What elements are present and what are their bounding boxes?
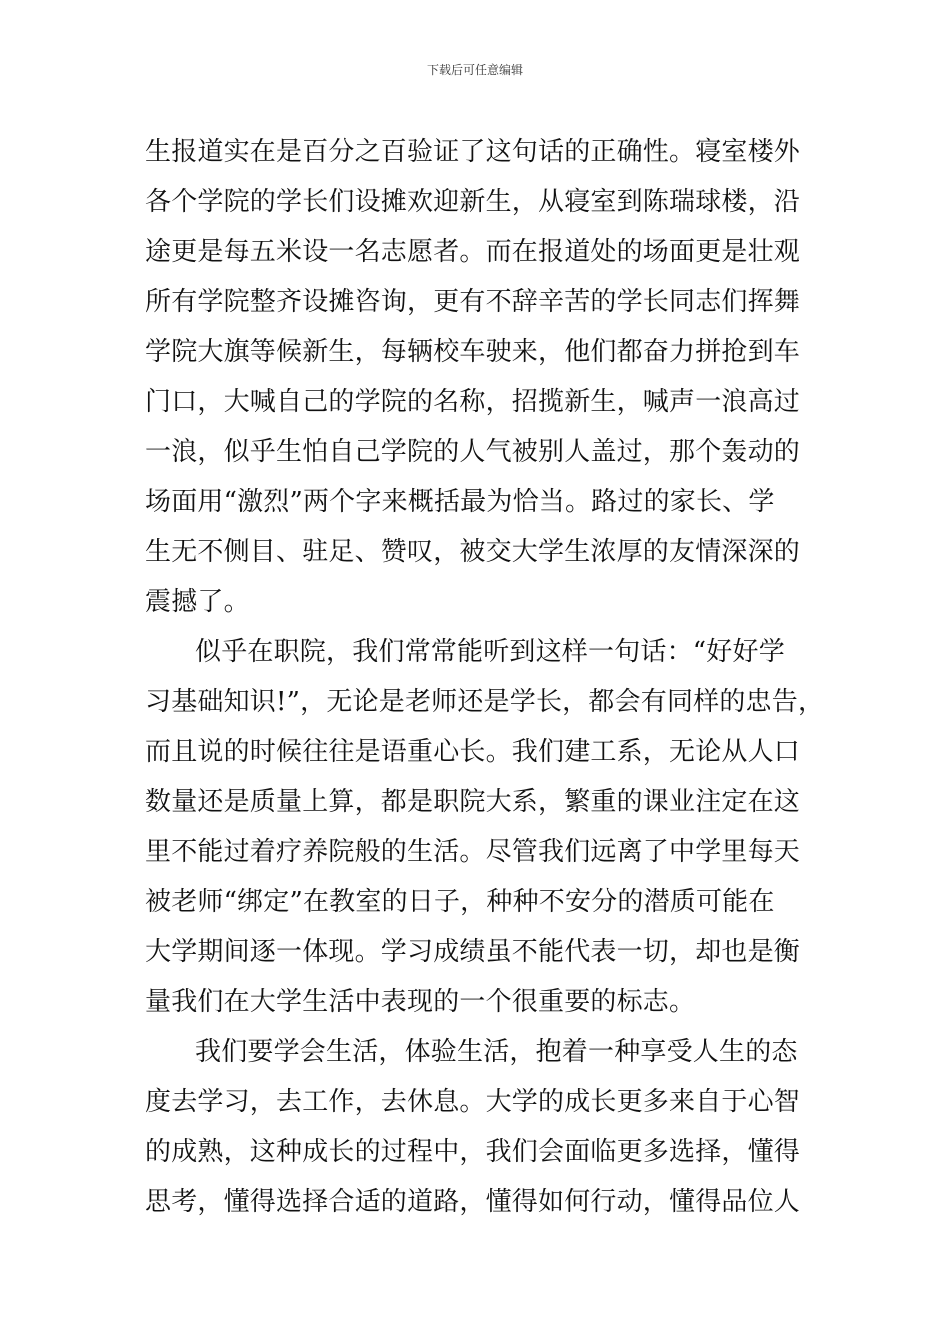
text-line: 门口，大喊自己的学院的名称，招揽新生，喊声一浪高过 (145, 387, 801, 417)
text-line: 生报道实在是百分之百验证了这句话的正确性。寝室楼外 (145, 137, 801, 167)
text-line: 思考，懂得选择合适的道路，懂得如何行动，懂得品位人 (145, 1187, 801, 1217)
text-line: 量我们在大学生活中表现的一个很重要的标志。 (145, 987, 696, 1017)
text-line: 一浪，似乎生怕自己学院的人气被别人盖过，那个轰动的 (145, 437, 801, 467)
text-line: 震撼了。 (145, 587, 250, 617)
text-line: 大学期间逐一体现。学习成绩虽不能代表一切，却也是衡 (145, 937, 801, 967)
text-line: 生无不侧目、驻足、赞叹，被交大学生浓厚的友情深深的 (145, 537, 801, 567)
text-line: 被老师“绑定”在教室的日子，种种不安分的潜质可能在 (145, 887, 775, 917)
text-line: 所有学院整齐设摊咨询，更有不辞辛苦的学长同志们挥舞 (145, 287, 801, 317)
text-line: 数量还是质量上算，都是职院大系，繁重的课业注定在这 (145, 787, 801, 817)
page-header: 下载后可任意编辑 (426, 63, 523, 77)
paragraph-start-line: 似乎在职院，我们常常能听到这样一句话：“好好学 (195, 637, 785, 667)
text-line: 里不能过着疗养院般的生活。尽管我们远离了中学里每天 (145, 837, 801, 867)
text-line: 度去学习，去工作，去休息。大学的成长更多来自于心智 (145, 1087, 801, 1117)
text-line: 而且说的时候往往是语重心长。我们建工系，无论从人口 (145, 737, 801, 767)
text-line: 各个学院的学长们设摊欢迎新生，从寝室到陈瑞球楼，沿 (145, 187, 801, 217)
text-line: 途更是每五米设一名志愿者。而在报道处的场面更是壮观 (145, 237, 801, 267)
text-line: 场面用“激烈”两个字来概括最为恰当。路过的家长、学 (145, 487, 775, 517)
text-line: 的成熟，这种成长的过程中，我们会面临更多选择，懂得 (145, 1137, 801, 1167)
body-text (145, 127, 845, 1227)
text-line: 习基础知识!”，无论是老师还是学长，都会有同样的忠告， (145, 687, 825, 717)
paragraph-start-line: 我们要学会生活，体验生活，抱着一种享受人生的态 (195, 1037, 798, 1067)
text-line: 学院大旗等候新生，每辆校车驶来，他们都奋力拼抢到车 (145, 337, 801, 367)
